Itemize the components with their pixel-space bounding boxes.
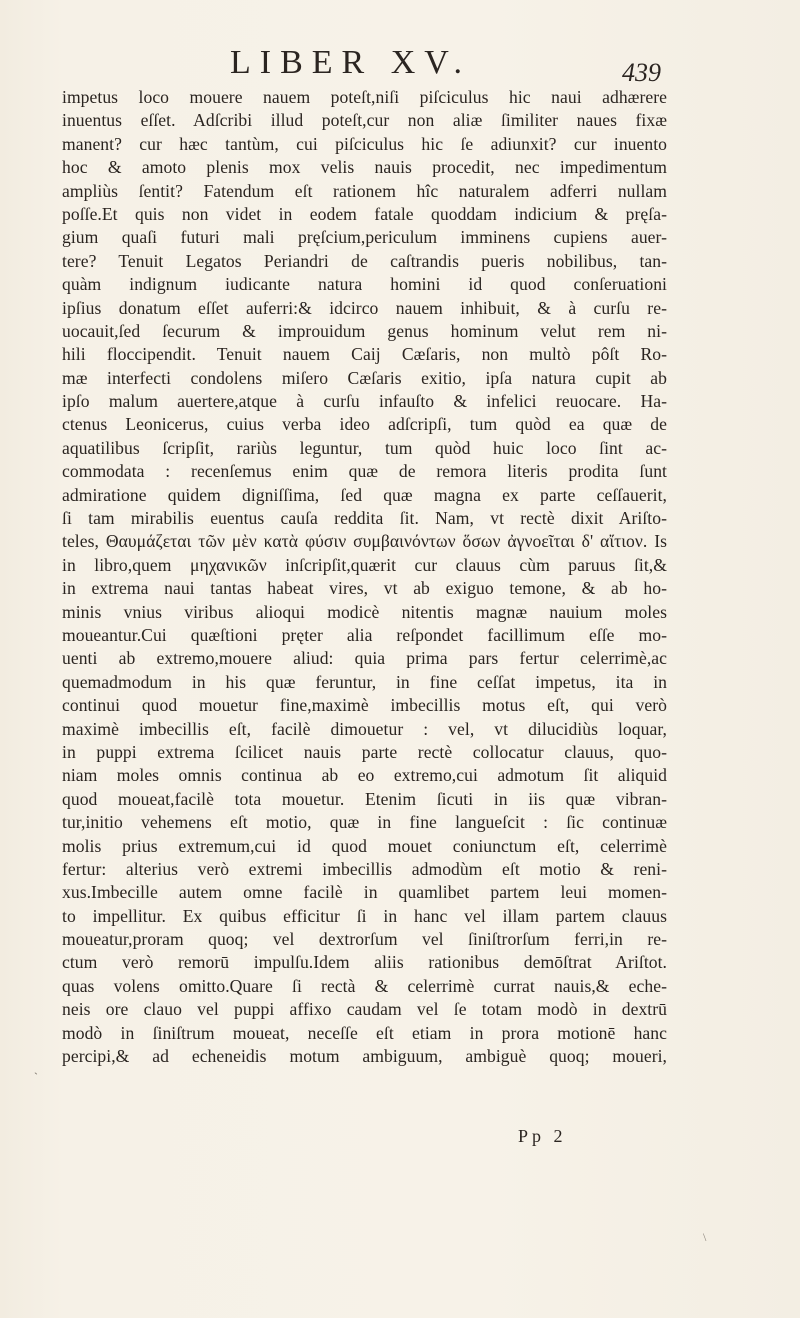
text-line: hili floccipendit. Tenuit nauem Caij Cæſaris, non multò pôſt Ro- — [62, 344, 667, 365]
text-line: neis ore clauo vel puppi affixo caudam vel ſe totam modò in dextrū — [62, 999, 667, 1020]
text-line: poſſe.Et quis non videt in eodem fatale quoddam indicium & pręſa- — [62, 203, 667, 224]
text-line: minis vnius viribus alioqui modicè nitentis magnæ nauium moles — [62, 601, 667, 622]
text-line: ſi tam mirabilis euentus cauſa reddita ſit. Nam, vt rectè dixit Ariſto- — [62, 508, 667, 529]
text-line: molis prius extremum,cui id quod mouet coniunctum eſt, celerrimè — [62, 835, 667, 856]
text-line: ipſius donatum eſſet auferri:& idcirco nauem inhibuit, & à curſu re- — [62, 297, 667, 318]
text-line: fertur: alterius verò extremi imbecillis admodùm eſt motio & reni- — [62, 858, 667, 879]
text-line: in libro,quem μηχανικῶν inſcripſit,quærit cur clauus cùm paruus ſit,& — [62, 554, 667, 575]
text-line: niam moles omnis continua ab eo extremo,cui admotum ſit aliquid — [62, 765, 667, 786]
text-line: commodata : recenſemus enim quæ de remora literis prodita ſunt — [62, 461, 667, 482]
text-line: uocauit,ſed ſecurum & improuidum genus hominum velut rem ni- — [62, 320, 667, 341]
text-line: ctum verò remorū impulſu.Idem aliis rationibus demōſtrat Ariſtot. — [62, 952, 667, 973]
text-line: inuentus eſſet. Adſcribi illud poteſt,cur non aliæ ſimiliter naues fixæ — [62, 110, 667, 131]
text-line: quod moueat,facilè tota mouetur. Etenim ſicuti in iis quæ vibran- — [62, 788, 667, 809]
text-line: aquatilibus ſcripſit, rariùs leguntur, tum quòd huic loco ſint ac- — [62, 437, 667, 458]
text-line: continui quod mouetur fine,maximè imbecillis motus eſt, qui verò — [62, 695, 667, 716]
text-line: xus.Imbecille autem omne facilè in quamlibet partem leui momen- — [62, 882, 667, 903]
text-line: hoc & amoto plenis mox velis nauis procedit, nec impedimentum — [62, 157, 667, 178]
page-number: 439 — [622, 58, 661, 87]
text-line: tere? Tenuit Legatos Periandri de caſtrandis pueris nobilibus, tan- — [62, 250, 667, 271]
text-line: quàm indignum iudicante natura homini id quod conſeruationi — [62, 274, 667, 295]
text-line: ipſo malum auertere,atque à curſu infauſto & infelici reuocare. Ha- — [62, 391, 667, 412]
text-line: uenti ab extremo,mouere aliud: quia prima pars fertur celerrimè,ac — [62, 648, 667, 669]
text-line: impetus loco mouere nauem poteſt,niſi piſciculus hic naui adhærere — [62, 87, 667, 107]
running-head-title: LIBER XV. — [230, 44, 471, 81]
text-line: in extrema naui tantas habeat vires, vt ab exiguo temone, & ab ho- — [62, 578, 667, 599]
text-line: teles, Θαυμάζεται τῶν μὲν κατὰ φύσιν συμβαινόντων ὅσων ἀγνοεῖται δ' αἴτιον. Is — [62, 531, 667, 552]
text-line: maximè imbecillis eſt, facilè dimouetur : vel, vt dilucidiùs loquar, — [62, 718, 667, 739]
text-line: tur,initio vehemens eſt motio, quæ in fine langueſcit : ſic continuæ — [62, 812, 667, 833]
text-line: moueantur.Cui quæſtioni pręter alia reſpondet facillimum eſſe mo- — [62, 624, 667, 645]
text-line: gium quaſi futuri mali pręſcium,periculum imminens cupiens auer- — [62, 227, 667, 248]
text-line: ctenus Leonicerus, cuius verba ideo adſcripſi, tum quòd ea quæ de — [62, 414, 667, 435]
text-line: admiratione quidem digniſſima, ſed quæ magna ex parte ceſſauerit, — [62, 484, 667, 505]
text-line: manent? cur hæc tantùm, cui piſciculus hic ſe adiunxit? cur inuento — [62, 133, 667, 154]
text-line: ampliùs ſentit? Fatendum eſt rationem hîc naturalem adferri nullam — [62, 180, 667, 201]
signature-mark: Pp 2 — [518, 1126, 567, 1146]
margin-mark: ` — [34, 1070, 38, 1084]
text-line: percipi,& ad echeneidis motum ambiguum, ambiguè quoq; moueri, — [62, 1046, 667, 1067]
text-line: moueatur,proram quoq; vel dextrorſum vel ſiniſtrorſum ferri,in re- — [62, 929, 667, 950]
text-line: to impellitur. Ex quibus efficitur ſi in hanc vel illam partem clauus — [62, 905, 667, 926]
text-line: modò in ſiniſtrum moueat, neceſſe eſt etiam in prora motionē hanc — [62, 1022, 667, 1043]
text-line: in puppi extrema ſcilicet nauis parte rectè collocatur clauus, quo- — [62, 741, 667, 762]
text-line: quemadmodum in his quæ feruntur, in fine ceſſat impetus, ita in — [62, 671, 667, 692]
text-line: quas volens omitto.Quare ſi rectà & celerrimè currat nauis,& eche- — [62, 975, 667, 996]
body-text — [62, 86, 667, 1068]
bottom-mark: \ — [703, 1230, 707, 1244]
text-line: mæ interfecti condolens miſero Cæſaris exitio, ipſa natura cupit ab — [62, 367, 667, 388]
